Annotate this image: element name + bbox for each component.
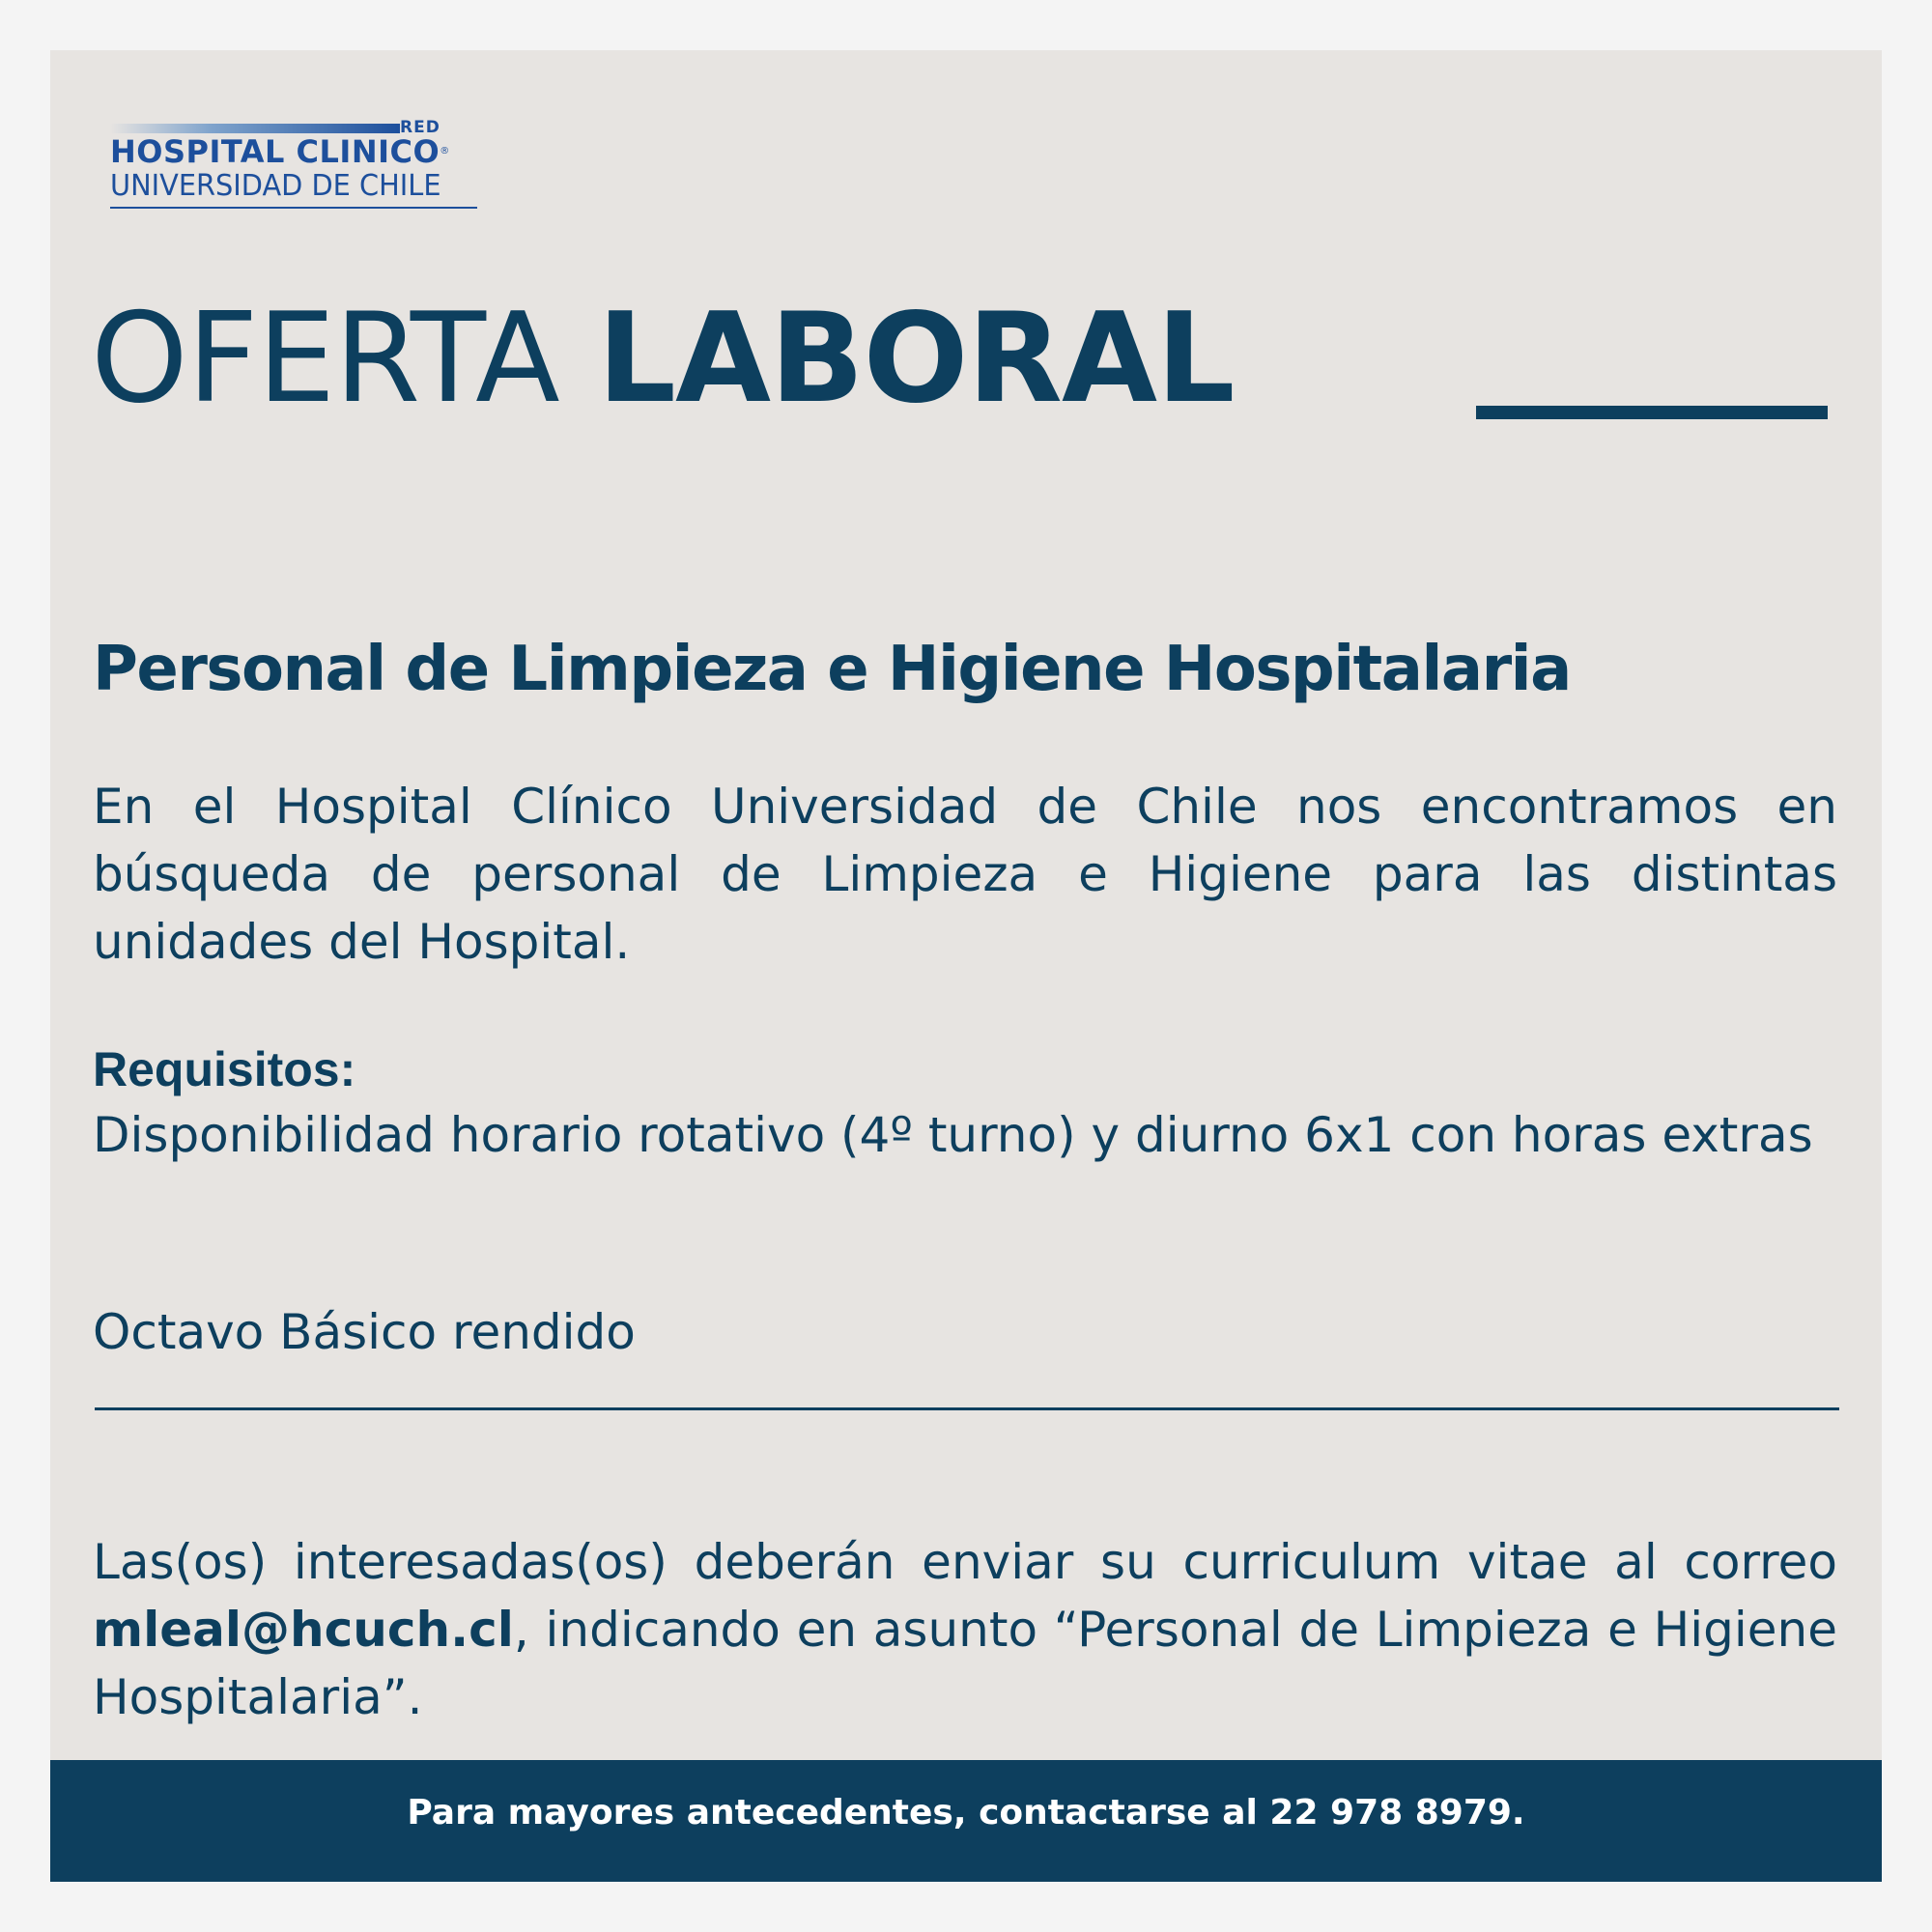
page-title [91, 282, 1235, 437]
logo-subtitle: UNIVERSIDAD DE CHILE [110, 169, 441, 203]
job-offer-card [50, 50, 1882, 1882]
requirements-label: Requisitos: [93, 1042, 356, 1096]
logo-name [110, 133, 450, 170]
logo-gradient-bar [110, 124, 400, 133]
contact-email: mleal@hcuch.cl [93, 1602, 514, 1658]
apply-paragraph [93, 1528, 1837, 1731]
intro-paragraph: En el Hospital Clínico Universidad de Chile nos encontramos en búsqueda de personal de Limpieza e Higiene para las distintas unidades del Hospital. [93, 779, 1837, 970]
job-title: Personal de Limpieza e Higiene Hospitalaria [93, 634, 1571, 705]
logo-registered-mark: ® [440, 146, 450, 156]
apply-text-end: , indicando en asunto “Personal de Limpieza e Higiene Hospitalaria”. [93, 1602, 1837, 1725]
hospital-logo [110, 118, 497, 211]
requirement-item: Disponibilidad horario rotativo (4º turno) y diurno 6x1 con horas extras [93, 1107, 1813, 1163]
logo-name-text: HOSPITAL CLINICO [110, 133, 440, 170]
logo-top-word: RED [400, 118, 440, 137]
title-bold-word: LABORAL [597, 287, 1235, 431]
title-light-word: OFERTA [91, 287, 559, 431]
footer-contact-text: Para mayores antecedentes, contactarse al 22 978 8979. [407, 1793, 1525, 1833]
requirement-item: Octavo Básico rendido [93, 1304, 636, 1360]
apply-text-start: Las(os) interesadas(os) deberán enviar su curriculum vitae al correo [93, 1534, 1837, 1590]
section-divider [95, 1407, 1839, 1410]
logo-underline [110, 207, 477, 209]
title-rule [1476, 406, 1828, 419]
footer-bar [50, 1760, 1882, 1882]
